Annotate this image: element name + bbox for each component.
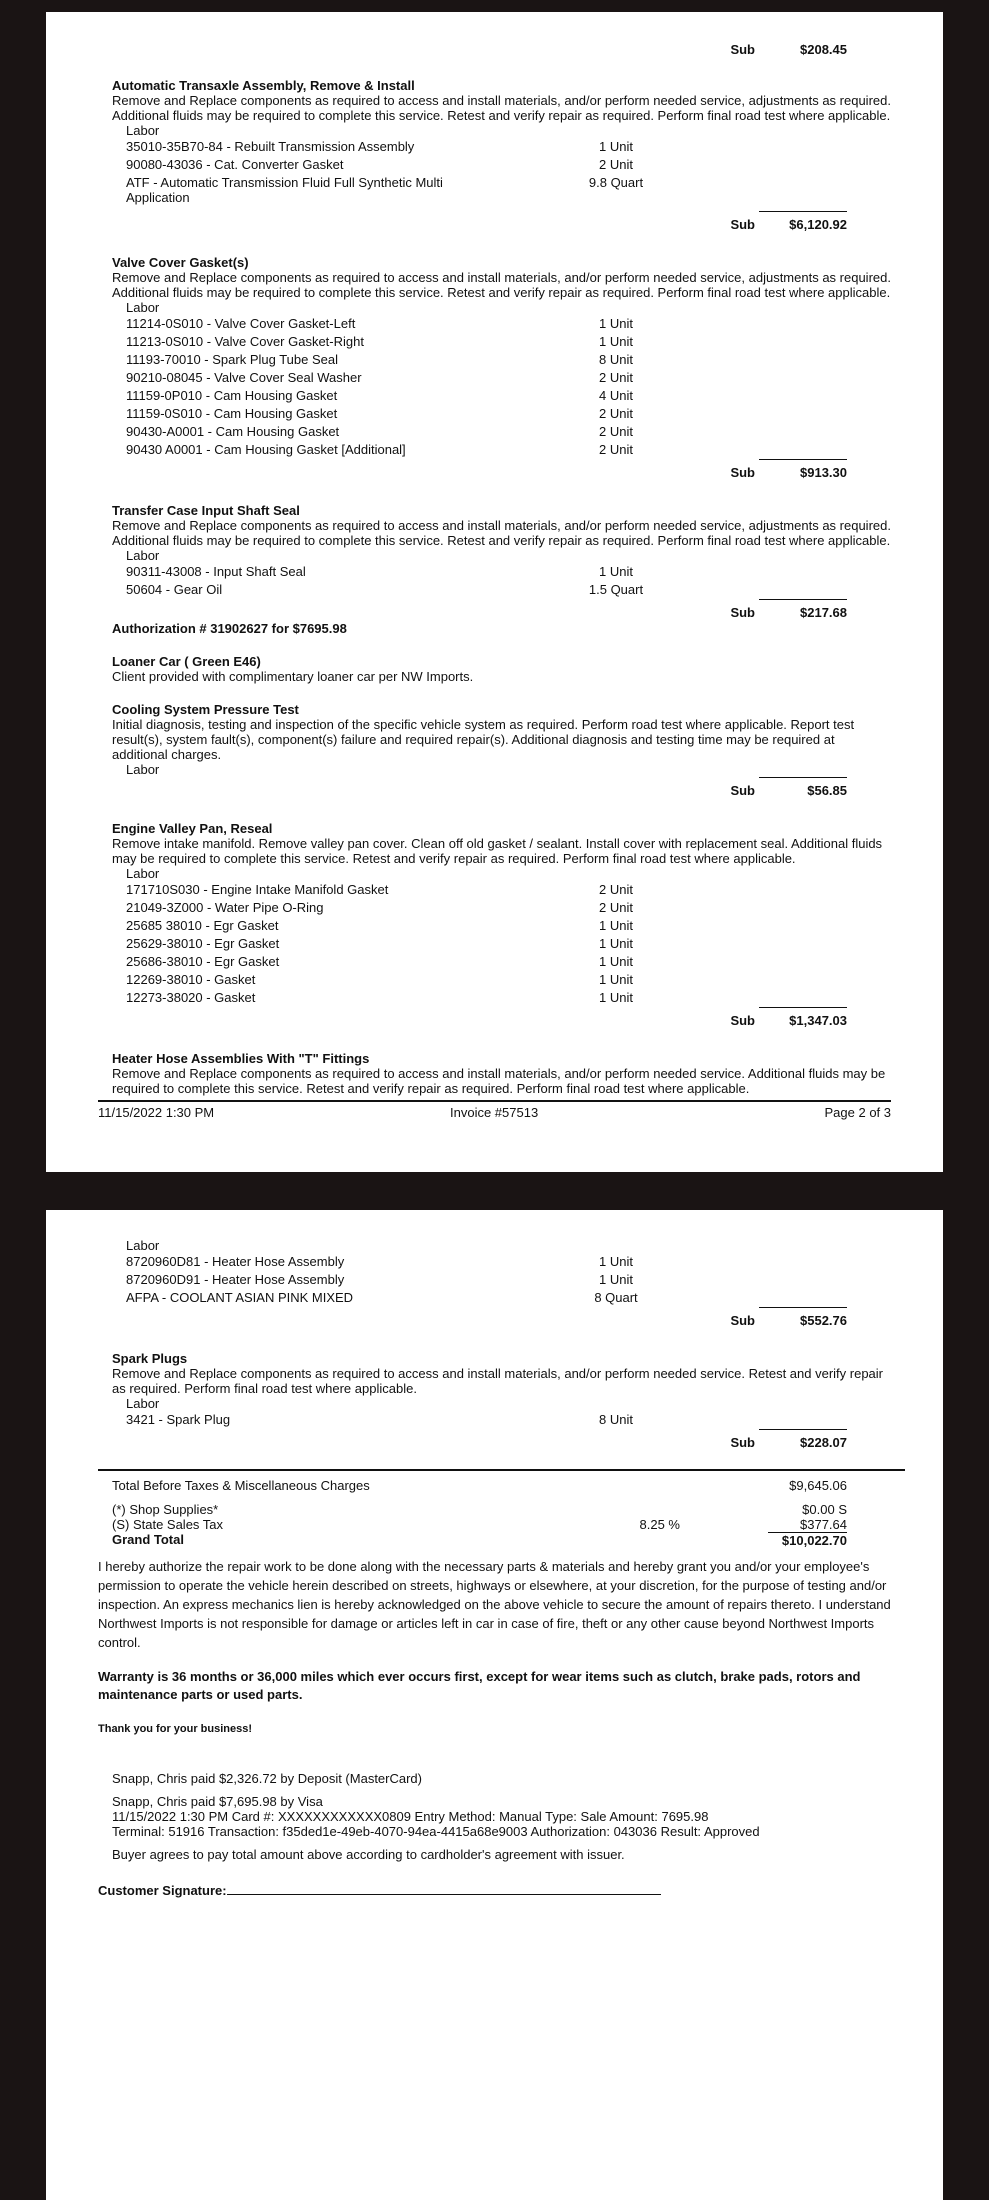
section-title: Heater Hose Assemblies With "T" Fittings xyxy=(112,1051,370,1066)
sub-label: Sub xyxy=(730,42,755,57)
labor-label: Labor xyxy=(126,866,160,881)
sub-amount: $56.85 xyxy=(807,783,847,798)
part-row xyxy=(112,581,891,599)
part-qty: 1 Unit xyxy=(599,316,633,331)
part-name: 11214-0S010 - Valve Cover Gasket-Left xyxy=(126,316,356,331)
section-title: Automatic Transaxle Assembly, Remove & Install xyxy=(112,78,415,93)
part-name: 12273-38020 - Gasket xyxy=(126,990,256,1005)
section-title: Spark Plugs xyxy=(112,1351,188,1366)
part-name: 90430 A0001 - Cam Housing Gasket [Additional] xyxy=(126,442,406,457)
payments-block xyxy=(112,1771,891,1862)
part-qty: 1 Unit xyxy=(599,1272,633,1287)
part-row xyxy=(112,190,891,205)
invoice-page-2 xyxy=(46,12,943,1172)
shop-supplies-row xyxy=(112,1502,891,1517)
section-description: Remove and Replace components as required to access and install materials, and/or perform needed service. Additional fluids may be required to complete this service. Retest and verify repair as required. Perform final road test where applicable. xyxy=(112,1066,886,1096)
part-row xyxy=(112,405,891,423)
sub-label: Sub xyxy=(730,1013,755,1028)
part-row xyxy=(112,935,891,953)
invoice-page-3 xyxy=(46,1210,943,2200)
section-description: Client provided with complimentary loaner car per NW Imports. xyxy=(112,669,474,684)
part-qty: 4 Unit xyxy=(599,388,633,403)
part-row xyxy=(112,899,891,917)
subtotal-row xyxy=(112,211,891,237)
labor-label: Labor xyxy=(126,548,160,563)
subtotal-row xyxy=(112,1007,891,1033)
subtotal-rule xyxy=(759,777,847,778)
sub-label: Sub xyxy=(730,783,755,798)
thank-you-note: Thank you for your business! xyxy=(98,1723,253,1735)
section-title: Engine Valley Pan, Reseal xyxy=(112,821,273,836)
footer-datetime: 11/15/2022 1:30 PM xyxy=(98,1105,215,1120)
part-name: 8720960D91 - Heater Hose Assembly xyxy=(126,1272,345,1287)
part-qty: 1 Unit xyxy=(599,936,633,951)
part-qty: 2 Unit xyxy=(599,882,633,897)
part-name: 90430-A0001 - Cam Housing Gasket xyxy=(126,424,340,439)
part-name: 25629-38010 - Egr Gasket xyxy=(126,936,280,951)
part-qty: 2 Unit xyxy=(599,370,633,385)
sub-amount: $913.30 xyxy=(800,465,847,480)
payment-deposit: Snapp, Chris paid $2,326.72 by Deposit (MasterCard) xyxy=(112,1771,422,1786)
part-qty: 9.8 Quart xyxy=(588,175,644,190)
section-title: Valve Cover Gasket(s) xyxy=(112,255,249,270)
service-section xyxy=(112,255,891,485)
part-row xyxy=(112,881,891,899)
warranty-statement: Warranty is 36 months or 36,000 miles which ever occurs first, except for wear items such as clutch, brake pads, rotors and maintenance parts or used parts. xyxy=(98,1669,861,1702)
service-section xyxy=(112,1238,891,1333)
service-section xyxy=(112,702,891,803)
part-qty: 2 Unit xyxy=(599,442,633,457)
sub-label: Sub xyxy=(730,1435,755,1450)
part-name: 3421 - Spark Plug xyxy=(126,1412,231,1427)
shop-supplies-label: (*) Shop Supplies* xyxy=(112,1502,219,1517)
part-name: 35010-35B70-84 - Rebuilt Transmission Assembly xyxy=(126,139,415,154)
service-section xyxy=(112,1051,891,1096)
part-name: 90080-43036 - Cat. Converter Gasket xyxy=(126,157,344,172)
sub-label: Sub xyxy=(730,465,755,480)
labor-label: Labor xyxy=(126,1238,160,1253)
part-qty: 2 Unit xyxy=(599,424,633,439)
labor-label: Labor xyxy=(126,123,160,138)
sub-amount: $552.76 xyxy=(800,1313,847,1328)
service-section xyxy=(112,821,891,1033)
subtotal-row xyxy=(112,42,891,60)
part-qty: 2 Unit xyxy=(599,406,633,421)
part-row xyxy=(112,953,891,971)
sub-amount: $1,347.03 xyxy=(789,1013,847,1028)
sales-tax-row xyxy=(112,1517,891,1532)
part-qty: 1.5 Quart xyxy=(588,582,644,597)
part-qty: 8 Quart xyxy=(594,1290,638,1305)
signature-line[interactable] xyxy=(227,1882,661,1895)
sub-amount: $228.07 xyxy=(800,1435,847,1450)
part-qty: 1 Unit xyxy=(599,918,633,933)
part-qty: 1 Unit xyxy=(599,972,633,987)
part-name: AFPA - COOLANT ASIAN PINK MIXED xyxy=(126,1290,354,1305)
subtotal-rule xyxy=(759,459,847,460)
section-description: Remove intake manifold. Remove valley pan cover. Clean off old gasket / sealant. Install cover with replacement seal. Additional fluids may be required to complete this service. Retest and verify repair as required. Perform final road test where applicable. xyxy=(112,836,883,866)
part-name: Application xyxy=(126,190,190,205)
part-row xyxy=(112,138,891,156)
section-description: Remove and Replace components as required to access and install materials, and/or perform needed service, adjustments as required. Additional fluids may be required to complete this service. Retest and verify repair as required. Perform final road test where applicable. xyxy=(112,93,891,123)
part-name: 25686-38010 - Egr Gasket xyxy=(126,954,280,969)
authorization-statement: I hereby authorize the repair work to be done along with the necessary parts & materials and hereby grant you and/or your employee's permission to operate the vehicle herein described on streets, highways or elsewhere, at your discretion, for the purpose of testing and/or inspection. An express mechanics lien is hereby acknowledged on the above vehicle to secure the amount of repairs thereto. I understand Northwest Imports is not responsible for damage or articles left in car in case of fire, theft or any other cause beyond Northwest Imports control. xyxy=(98,1559,891,1650)
part-row xyxy=(112,369,891,387)
before-tax-label: Total Before Taxes & Miscellaneous Charges xyxy=(112,1478,370,1493)
part-qty: 8 Unit xyxy=(599,1412,633,1427)
subtotal-rule xyxy=(759,211,847,212)
subtotal-row xyxy=(112,459,891,485)
part-name: 11213-0S010 - Valve Cover Gasket-Right xyxy=(126,334,364,349)
sub-label: Sub xyxy=(730,217,755,232)
totals-divider xyxy=(98,1469,905,1471)
part-qty: 1 Unit xyxy=(599,1254,633,1269)
part-row xyxy=(112,917,891,935)
totals-block xyxy=(112,1477,891,1547)
sub-label: Sub xyxy=(730,605,755,620)
part-row xyxy=(112,971,891,989)
part-row xyxy=(112,351,891,369)
subtotal-rule xyxy=(759,599,847,600)
payment-visa-terminal: Terminal: 51916 Transaction: f35ded1e-49eb-4070-94ea-4415a68e9003 Authorization: 043036 Result: Approved xyxy=(112,1824,760,1839)
part-qty: 1 Unit xyxy=(599,564,633,579)
grand-total-amount: $10,022.70 xyxy=(768,1532,847,1548)
part-qty: 2 Unit xyxy=(599,157,633,172)
part-row xyxy=(112,1289,891,1307)
before-tax-row xyxy=(112,1477,891,1494)
part-row xyxy=(112,563,891,581)
customer-signature xyxy=(98,1882,905,1898)
part-name: 21049-3Z000 - Water Pipe O-Ring xyxy=(126,900,324,915)
section-title: Transfer Case Input Shaft Seal xyxy=(112,503,300,518)
part-name: 11159-0P010 - Cam Housing Gasket xyxy=(126,388,338,403)
part-name: 25685 38010 - Egr Gasket xyxy=(126,918,279,933)
service-section xyxy=(112,1351,891,1455)
part-qty: 1 Unit xyxy=(599,990,633,1005)
part-row xyxy=(112,315,891,333)
part-qty: 8 Unit xyxy=(599,352,633,367)
payment-visa: Snapp, Chris paid $7,695.98 by Visa xyxy=(112,1794,323,1809)
labor-label: Labor xyxy=(126,300,160,315)
payment-visa-details: 11/15/2022 1:30 PM Card #: XXXXXXXXXXXX0809 Entry Method: Manual Type: Sale Amount: 7695.98 xyxy=(112,1809,709,1824)
part-qty: 1 Unit xyxy=(599,139,633,154)
sub-amount: $208.45 xyxy=(800,42,847,57)
part-name: 171710S030 - Engine Intake Manifold Gasket xyxy=(126,882,389,897)
part-name: 12269-38010 - Gasket xyxy=(126,972,256,987)
sales-tax-rate: 8.25 % xyxy=(639,1517,680,1532)
labor-label: Labor xyxy=(126,1396,160,1411)
sub-amount: $217.68 xyxy=(800,605,847,620)
part-row xyxy=(112,333,891,351)
grand-total-row xyxy=(112,1532,891,1547)
subtotal-row xyxy=(112,599,891,625)
part-row xyxy=(112,156,891,174)
subtotal-rule xyxy=(759,1007,847,1008)
service-section xyxy=(112,654,891,684)
service-section xyxy=(112,78,891,237)
subtotal-row xyxy=(112,1429,891,1455)
subtotal-row xyxy=(112,1307,891,1333)
part-row xyxy=(112,1271,891,1289)
section-description: Remove and Replace components as required to access and install materials, and/or perform needed service, adjustments as required. Additional fluids may be required to complete this service. Retest and verify repair as required. Perform final road test where applicable. xyxy=(112,270,891,300)
part-qty: 1 Unit xyxy=(599,954,633,969)
section-description: Remove and Replace components as required to access and install materials, and/or perform needed service, adjustments as required. Additional fluids may be required to complete this service. Retest and verify repair as required. Perform final road test where applicable. xyxy=(112,518,891,548)
part-row xyxy=(112,423,891,441)
part-name: 11193-70010 - Spark Plug Tube Seal xyxy=(126,352,338,367)
grand-total-label: Grand Total xyxy=(112,1532,184,1547)
sales-tax-label: (S) State Sales Tax xyxy=(112,1517,224,1532)
sales-tax-amount: $377.64 xyxy=(800,1517,847,1532)
subtotal-rule xyxy=(759,1307,847,1308)
footer-page-number: Page 2 of 3 xyxy=(824,1105,891,1120)
part-qty: 2 Unit xyxy=(599,900,633,915)
footer-invoice-number: Invoice #57513 xyxy=(450,1105,539,1120)
shop-supplies-amount: $0.00 S xyxy=(802,1502,847,1517)
sub-amount: $6,120.92 xyxy=(789,217,847,232)
subtotal-row xyxy=(112,777,891,803)
part-name: 50604 - Gear Oil xyxy=(126,582,223,597)
part-name: 90311-43008 - Input Shaft Seal xyxy=(126,564,306,579)
signature-label: Customer Signature: xyxy=(98,1883,227,1898)
subtotal-rule xyxy=(759,1429,847,1430)
part-name: 90210-08045 - Valve Cover Seal Washer xyxy=(126,370,362,385)
section-description: Initial diagnosis, testing and inspection of the specific vehicle system as required. Perform road test where applicable. Report test result(s), system fault(s), component(s) failure and required repair(s). Additional diagnosis and testing time may be required at additional charges. xyxy=(112,717,855,762)
labor-label: Labor xyxy=(126,762,160,777)
section-title: Loaner Car ( Green E46) xyxy=(112,654,261,669)
authorization-line: Authorization # 31902627 for $7695.98 xyxy=(112,621,347,636)
part-row xyxy=(112,1411,891,1429)
section-description: Remove and Replace components as required to access and install materials, and/or perform needed service. Retest and verify repair as required. Perform final road test where applicable. xyxy=(112,1366,884,1396)
part-name: 8720960D81 - Heater Hose Assembly xyxy=(126,1254,345,1269)
part-row xyxy=(112,1253,891,1271)
before-tax-amount: $9,645.06 xyxy=(789,1478,847,1493)
part-row xyxy=(112,441,891,459)
part-qty: 1 Unit xyxy=(599,334,633,349)
service-section xyxy=(112,503,891,625)
section-title: Cooling System Pressure Test xyxy=(112,702,299,717)
part-row xyxy=(112,989,891,1007)
part-row xyxy=(112,387,891,405)
part-name: ATF - Automatic Transmission Fluid Full Synthetic Multi xyxy=(126,175,443,190)
cardholder-agreement: Buyer agrees to pay total amount above according to cardholder's agreement with issuer. xyxy=(112,1847,625,1862)
page-footer xyxy=(98,1100,891,1120)
part-name: 11159-0S010 - Cam Housing Gasket xyxy=(126,406,338,421)
sub-label: Sub xyxy=(730,1313,755,1328)
